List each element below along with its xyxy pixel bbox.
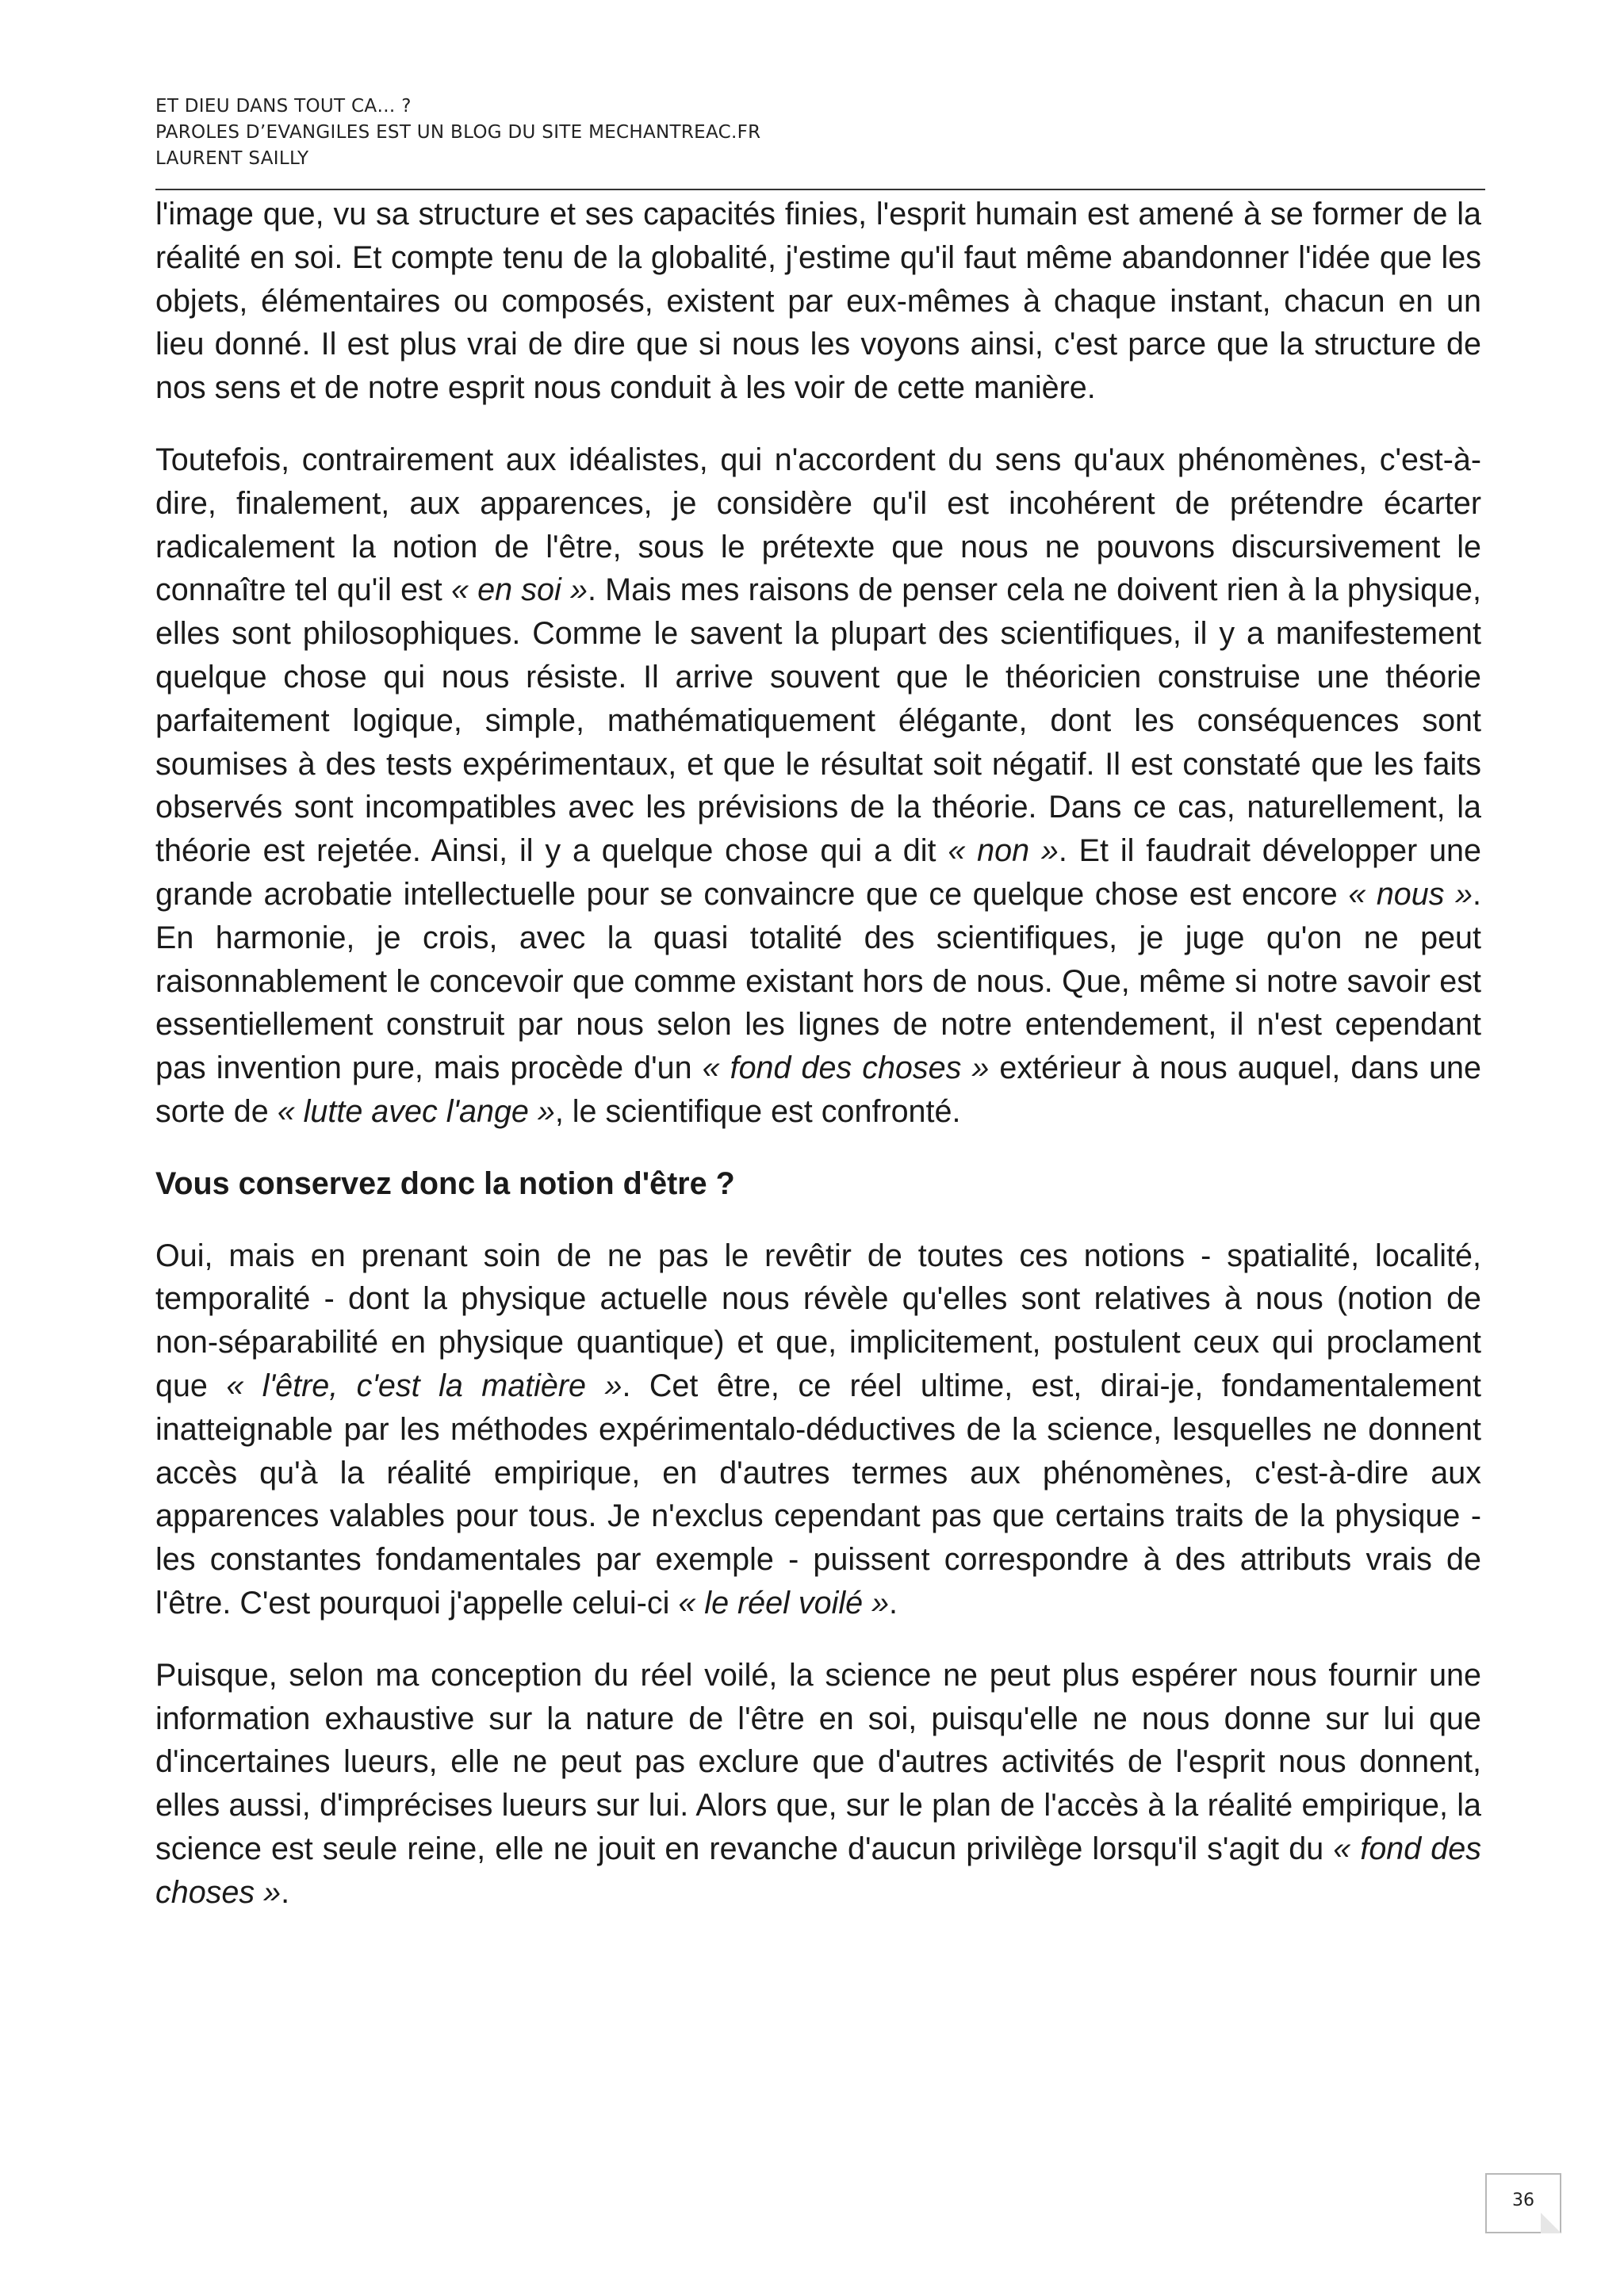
quote-nous: « nous »	[1348, 876, 1473, 912]
page-curl-icon	[1541, 2213, 1561, 2233]
paragraph-3: Oui, mais en prenant soin de ne pas le revêtir de toutes ces notions - spatialité, localité, temporalité - dont la physique actuelle nous révèle qu'elles sont relatives à nous (notion de non-séparabilité en physique quantique) et que, implicitement, postulent ceux qui proclament que « l'être, c'est la matière ». Cet être, ce réel ultime, est, dirai-je, fondamentalement inatteignable par les méthodes expérimentalo-déductives de la science, lesquelles ne donnent accès qu'à la réalité empirique, en d'autres termes aux phénomènes, c'est-à-dire aux apparences valables pour tous. Je n'exclus cependant pas que certains traits de la physique - les constantes fondamentales par exemple - puissent correspondre à des attributs vrais de l'être. C'est pourquoi j'appelle celui-ci « le réel voilé ».	[155, 1238, 1481, 1621]
header-blog-subtitle: PAROLES D’EVANGILES EST UN BLOG DU SITE MECHANTREAC.FR	[155, 122, 761, 143]
quote-fond-des-choses-2: « fond des choses »	[155, 1831, 1481, 1910]
paragraph-4: Puisque, selon ma conception du réel voilé, la science ne peut plus espérer nous fournir une information exhaustive sur la nature de l'être en soi, puisqu'elle ne nous donne sur lui que d'incertaines lueurs, elle ne peut pas exclure que d'autres activités de l'esprit nous donnent, elles aussi, d'imprécises lueurs sur lui. Alors que, sur le plan de l'accès à la réalité empirique, la science est seule reine, elle ne jouit en revanche d'aucun privilège lorsqu'il s'agit du « fond des choses ».	[155, 1657, 1481, 1910]
paragraph-2: Toutefois, contrairement aux idéalistes, qui n'accordent du sens qu'aux phénomènes, c'est-à-dire, finalement, aux apparences, je considère qu'il est incohérent de prétendre écarter radicalement la notion de l'être, sous le prétexte que nous ne pouvons discursivement le connaître tel qu'il est « en soi ». Mais mes raisons de penser cela ne doivent rien à la physique, elles sont philosophiques. Comme le savent la plupart des scientifiques, il y a manifestement quelque chose qui nous résiste. Il arrive souvent que le théoricien construise une théorie parfaitement logique, simple, mathématiquement élégante, dont les conséquences sont soumises à des tests expérimentaux, et que le résultat soit négatif. Il est constaté que les faits observés sont incompatibles avec les prévisions de la théorie. Dans ce cas, naturellement, la théorie est rejetée. Ainsi, il y a quelque chose qui a dit « non ». Et il faudrait développer une grande acrobatie intellectuelle pour se convaincre que ce quelque chose est encore « nous ». En harmonie, je crois, avec la quasi totalité des scientifiques, je juge qu'on ne peut raisonnablement le concevoir que comme existant hors de nous. Que, même si notre savoir est essentiellement construit par nous selon les lignes de notre entendement, il n'est cependant pas invention pure, mais procède d'un « fond des choses » extérieur à nous auquel, dans une sorte de « lutte avec l'ange », le scientifique est confronté.	[155, 442, 1481, 1129]
quote-lutte-avec-ange: « lutte avec l'ange »	[277, 1093, 555, 1129]
quote-en-soi: « en soi »	[450, 572, 588, 608]
header-blog-title: ET DIEU DANS TOUT CA… ?	[155, 96, 412, 117]
page-number: 36	[1512, 2191, 1534, 2210]
header-divider	[155, 189, 1485, 190]
header-author: LAURENT SAILLY	[155, 148, 309, 169]
page-body	[155, 193, 1481, 1942]
running-header	[155, 94, 1485, 172]
paragraph-1: l'image que, vu sa structure et ses capacités finies, l'esprit humain est amené à se former de la réalité en soi. Et compte tenu de la globalité, j'estime qu'il faut même abandonner l'idée que les objets, élémentaires ou composés, existent par eux-mêmes à chaque instant, chacun en un lieu donné. Il est plus vrai de dire que si nous les voyons ainsi, c'est parce que la structure de nos sens et de notre esprit nous conduit à les voir de cette manière.	[155, 197, 1481, 406]
quote-fond-des-choses: « fond des choses »	[702, 1050, 990, 1086]
quote-etre-matiere: « l'être, c'est la matière »	[226, 1368, 622, 1403]
page-number-box	[1485, 2173, 1561, 2233]
quote-reel-voile: « le réel voilé »	[678, 1585, 890, 1621]
quote-non: « non »	[948, 833, 1059, 869]
interview-question: Vous conservez donc la notion d'être ?	[155, 1165, 735, 1201]
